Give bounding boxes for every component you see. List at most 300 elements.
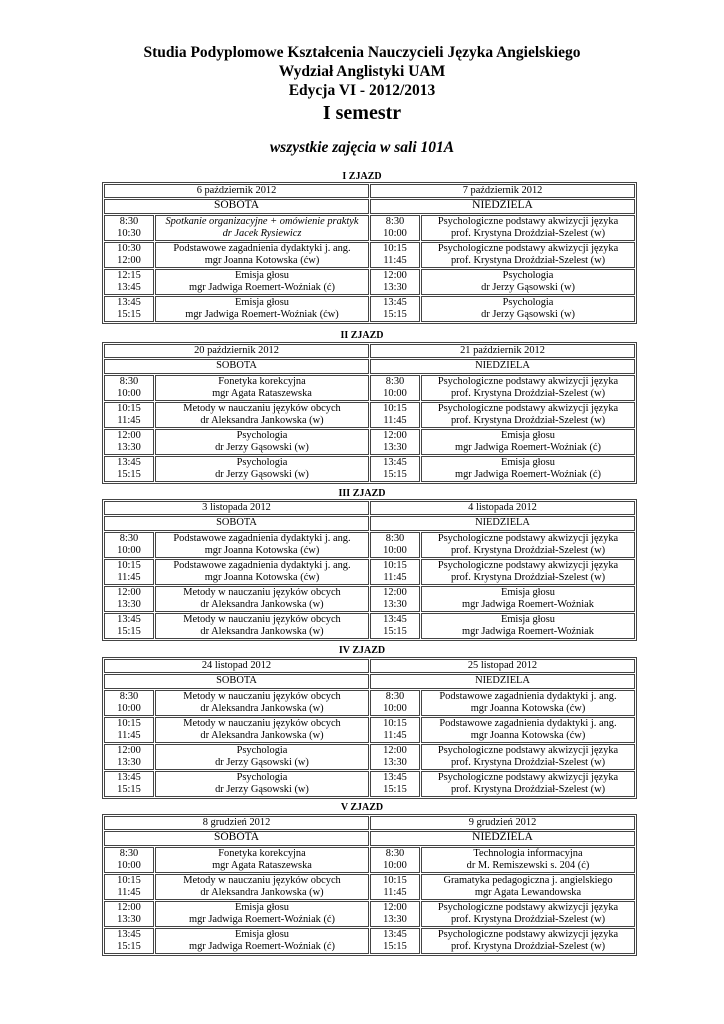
saturday-date: 6 październik 2012: [104, 184, 369, 198]
teacher-name: mgr Agata Lewandowska: [474, 886, 582, 898]
teacher-name: prof. Krystyna Droździał-Szelest (w): [450, 756, 606, 768]
saturday-time: [104, 744, 154, 770]
subject-name: Metody w nauczaniu języków obcych: [183, 403, 341, 414]
start-time: 12:00: [383, 430, 407, 441]
end-time: 15:15: [383, 308, 407, 320]
subject-name: Emisja głosu: [501, 430, 555, 441]
sunday-class: [421, 717, 635, 743]
start-time: 8:30: [119, 691, 139, 702]
teacher-name: prof. Krystyna Droździał-Szelest (w): [450, 940, 606, 952]
start-time: 12:15: [117, 270, 141, 281]
table-row: [104, 613, 635, 639]
subject-name: Psychologia: [236, 745, 288, 756]
subject-name: Emisja głosu: [235, 270, 289, 281]
table-row: [104, 375, 635, 401]
start-time: 13:45: [383, 929, 407, 940]
teacher-name: mgr Jadwiga Roemert-Woźniak (ć): [454, 441, 602, 453]
teacher-name: mgr Joanna Kotowska (ćw): [470, 702, 586, 714]
saturday-class: [155, 928, 369, 954]
day-row: [104, 516, 635, 531]
table-row: [104, 771, 635, 797]
sunday-class: [421, 847, 635, 873]
sunday-date: 4 listopada 2012: [370, 501, 635, 515]
sunday-time: [370, 559, 420, 585]
teacher-name: mgr Joanna Kotowska (ćw): [470, 729, 586, 741]
subject-name: Podstawowe zagadnienia dydaktyki j. ang.: [173, 533, 351, 544]
subject-name: Fonetyka korekcyjna: [218, 376, 306, 387]
saturday-class: [155, 456, 369, 482]
start-time: 8:30: [119, 533, 139, 544]
table-row: [104, 269, 635, 295]
sunday-class: [421, 690, 635, 716]
table-row: [104, 717, 635, 743]
saturday-date: 20 październik 2012: [104, 344, 369, 358]
start-time: 12:00: [383, 270, 407, 281]
saturday-time: [104, 215, 154, 241]
date-row: [104, 659, 635, 673]
teacher-name: mgr Agata Rataszewska: [212, 859, 312, 871]
saturday-time: [104, 242, 154, 268]
subject-name: Psychologia: [236, 430, 288, 441]
saturday-class: [155, 771, 369, 797]
subject-name: Podstawowe zagadnienia dydaktyki j. ang.: [439, 691, 617, 702]
sunday-label: NIEDZIELA: [370, 674, 635, 689]
sunday-time: [370, 402, 420, 428]
saturday-class: [155, 402, 369, 428]
sunday-time: [370, 744, 420, 770]
teacher-name: mgr Jadwiga Roemert-Woźniak: [462, 625, 594, 637]
saturday-time: [104, 717, 154, 743]
start-time: 10:30: [117, 243, 141, 254]
teacher-name: dr Aleksandra Jankowska (w): [200, 414, 324, 426]
end-time: 15:15: [117, 940, 141, 952]
end-time: 15:15: [117, 625, 141, 637]
teacher-name: prof. Krystyna Droździał-Szelest (w): [450, 783, 606, 795]
start-time: 10:15: [117, 875, 141, 886]
saturday-time: [104, 874, 154, 900]
subject-name: Metody w nauczaniu języków obcych: [183, 718, 341, 729]
sunday-class: [421, 613, 635, 639]
start-time: 10:15: [383, 718, 407, 729]
saturday-time: [104, 559, 154, 585]
subject-name: Emisja głosu: [501, 587, 555, 598]
subject-name: Psychologiczne podstawy akwizycji języka: [437, 243, 619, 254]
saturday-time: [104, 771, 154, 797]
table-row: [104, 586, 635, 612]
start-time: 10:15: [383, 243, 407, 254]
sunday-time: [370, 456, 420, 482]
date-row: [104, 816, 635, 830]
saturday-time: [104, 429, 154, 455]
room-note: wszystkie zajęcia w sali 101A: [269, 139, 455, 156]
subject-name: Metody w nauczaniu języków obcych: [183, 614, 341, 625]
saturday-class: [155, 269, 369, 295]
sunday-class: [421, 559, 635, 585]
subject-name: Psychologiczne podstawy akwizycji języka: [437, 533, 619, 544]
sunday-class: [421, 928, 635, 954]
end-time: 10:00: [383, 859, 407, 871]
sunday-class: [421, 532, 635, 558]
saturday-time: [104, 901, 154, 927]
table-row: [104, 847, 635, 873]
saturday-label: SOBOTA: [104, 674, 369, 689]
sunday-label: NIEDZIELA: [370, 516, 635, 531]
end-time: 13:30: [383, 598, 407, 610]
teacher-name: dr Aleksandra Jankowska (w): [200, 598, 324, 610]
teacher-name: mgr Jadwiga Roemert-Woźniak (ć): [454, 468, 602, 480]
saturday-date: 8 grudzień 2012: [104, 816, 369, 830]
saturday-time: [104, 586, 154, 612]
start-time: 8:30: [385, 533, 405, 544]
saturday-class: [155, 586, 369, 612]
saturday-class: [155, 375, 369, 401]
start-time: 12:00: [117, 902, 141, 913]
subject-name: Psychologia: [236, 457, 288, 468]
end-time: 12:00: [117, 254, 141, 266]
day-row: [104, 831, 635, 846]
teacher-name: mgr Jadwiga Roemert-Woźniak (ć): [188, 913, 336, 925]
start-time: 13:45: [383, 297, 407, 308]
start-time: 13:45: [383, 614, 407, 625]
start-time: 12:00: [383, 587, 407, 598]
subject-name: Emisja głosu: [501, 614, 555, 625]
table-row: [104, 242, 635, 268]
start-time: 13:45: [117, 297, 141, 308]
subject-name: Psychologiczne podstawy akwizycji języka: [437, 745, 619, 756]
end-time: 10:00: [383, 227, 407, 239]
sunday-class: [421, 874, 635, 900]
teacher-name: prof. Krystyna Droździał-Szelest (w): [450, 387, 606, 399]
sunday-label: NIEDZIELA: [370, 359, 635, 374]
sunday-date: 9 grudzień 2012: [370, 816, 635, 830]
teacher-name: dr Jerzy Gąsowski (w): [481, 281, 575, 293]
saturday-time: [104, 690, 154, 716]
table-row: [104, 429, 635, 455]
end-time: 15:15: [383, 783, 407, 795]
zjazd-label: I ZJAZD: [342, 171, 382, 182]
teacher-name: prof. Krystyna Droździał-Szelest (w): [450, 414, 606, 426]
start-time: 8:30: [385, 691, 405, 702]
sunday-time: [370, 717, 420, 743]
zjazd-label: V ZJAZD: [340, 802, 384, 813]
start-time: 13:45: [383, 772, 407, 783]
sunday-time: [370, 613, 420, 639]
subject-name: Metody w nauczaniu języków obcych: [183, 587, 341, 598]
subject-name: Metody w nauczaniu języków obcych: [183, 691, 341, 702]
teacher-name: dr Jerzy Gąsowski (w): [215, 783, 309, 795]
end-time: 11:45: [383, 414, 407, 426]
subject-name: Psychologiczne podstawy akwizycji języka: [437, 772, 619, 783]
saturday-time: [104, 532, 154, 558]
teacher-name: dr Aleksandra Jankowska (w): [200, 625, 324, 637]
table-row: [104, 874, 635, 900]
sunday-class: [421, 402, 635, 428]
zjazd-schedule-table: [102, 657, 637, 799]
teacher-name: dr Aleksandra Jankowska (w): [200, 702, 324, 714]
zjazd-label: II ZJAZD: [340, 330, 384, 341]
sunday-time: [370, 269, 420, 295]
subject-name: Spotkanie organizacyjne + omówienie praktyk: [165, 216, 359, 227]
sunday-date: 21 październik 2012: [370, 344, 635, 358]
end-time: 13:30: [117, 913, 141, 925]
saturday-class: [155, 874, 369, 900]
saturday-label: SOBOTA: [104, 199, 369, 214]
sunday-time: [370, 215, 420, 241]
sunday-class: [421, 744, 635, 770]
start-time: 12:00: [117, 745, 141, 756]
start-time: 8:30: [385, 216, 405, 227]
subject-name: Metody w nauczaniu języków obcych: [183, 875, 341, 886]
end-time: 10:00: [117, 702, 141, 714]
start-time: 10:15: [117, 718, 141, 729]
end-time: 10:00: [383, 387, 407, 399]
zjazd-schedule-table: [102, 342, 637, 484]
subject-name: Psychologia: [502, 297, 554, 308]
saturday-class: [155, 429, 369, 455]
end-time: 13:30: [383, 913, 407, 925]
sunday-class: [421, 215, 635, 241]
start-time: 8:30: [385, 376, 405, 387]
end-time: 13:30: [383, 441, 407, 453]
table-row: [104, 744, 635, 770]
sunday-time: [370, 586, 420, 612]
teacher-name: dr Jerzy Gąsowski (w): [481, 308, 575, 320]
table-row: [104, 296, 635, 322]
end-time: 15:15: [117, 468, 141, 480]
subject-name: Gramatyka pedagogiczna j. angielskiego: [443, 875, 613, 886]
date-row: [104, 344, 635, 358]
teacher-name: dr Jacek Rysiewicz: [222, 227, 302, 239]
zjazd-schedule-table: [102, 499, 637, 641]
start-time: 10:15: [117, 403, 141, 414]
teacher-name: mgr Jadwiga Roemert-Woźniak (ćw): [185, 308, 339, 320]
end-time: 11:45: [383, 571, 407, 583]
saturday-class: [155, 242, 369, 268]
subject-name: Psychologiczne podstawy akwizycji języka: [437, 216, 619, 227]
saturday-time: [104, 847, 154, 873]
end-time: 13:30: [117, 441, 141, 453]
sunday-time: [370, 690, 420, 716]
saturday-class: [155, 744, 369, 770]
end-time: 15:15: [117, 308, 141, 320]
teacher-name: dr Jerzy Gąsowski (w): [215, 756, 309, 768]
start-time: 13:45: [117, 772, 141, 783]
end-time: 11:45: [383, 886, 407, 898]
semester-title: I semestr: [322, 102, 402, 124]
sunday-date: 7 październik 2012: [370, 184, 635, 198]
sunday-class: [421, 456, 635, 482]
subject-name: Podstawowe zagadnienia dydaktyki j. ang.: [173, 560, 351, 571]
table-row: [104, 559, 635, 585]
sunday-time: [370, 429, 420, 455]
subject-name: Emisja głosu: [501, 457, 555, 468]
end-time: 13:30: [383, 756, 407, 768]
subject-name: Emisja głosu: [235, 902, 289, 913]
date-row: [104, 501, 635, 515]
zjazd-label: IV ZJAZD: [338, 645, 386, 656]
program-title: Studia Podyplomowe Kształcenia Nauczycieli Języka Angielskiego: [143, 44, 581, 61]
start-time: 13:45: [117, 614, 141, 625]
subject-name: Technologia informacyjna: [473, 848, 583, 859]
end-time: 10:30: [117, 227, 141, 239]
saturday-label: SOBOTA: [104, 516, 369, 531]
teacher-name: dr Jerzy Gąsowski (w): [215, 441, 309, 453]
end-time: 13:30: [117, 598, 141, 610]
start-time: 13:45: [117, 457, 141, 468]
subject-name: Psychologiczne podstawy akwizycji języka: [437, 403, 619, 414]
end-time: 11:45: [383, 254, 407, 266]
end-time: 11:45: [383, 729, 407, 741]
start-time: 13:45: [117, 929, 141, 940]
saturday-label: SOBOTA: [104, 359, 369, 374]
saturday-class: [155, 215, 369, 241]
start-time: 10:15: [383, 560, 407, 571]
table-row: [104, 901, 635, 927]
edition-label: Edycja VI - 2012/2013: [288, 82, 436, 99]
start-time: 12:00: [117, 430, 141, 441]
teacher-name: dr Jerzy Gąsowski (w): [215, 468, 309, 480]
start-time: 8:30: [119, 848, 139, 859]
end-time: 10:00: [117, 544, 141, 556]
sunday-class: [421, 269, 635, 295]
end-time: 13:45: [117, 281, 141, 293]
saturday-class: [155, 613, 369, 639]
teacher-name: mgr Jadwiga Roemert-Woźniak (ć): [188, 281, 336, 293]
saturday-time: [104, 375, 154, 401]
sunday-class: [421, 586, 635, 612]
teacher-name: prof. Krystyna Droździał-Szelest (w): [450, 227, 606, 239]
subject-name: Psychologia: [502, 270, 554, 281]
end-time: 11:45: [117, 729, 141, 741]
teacher-name: prof. Krystyna Droździał-Szelest (w): [450, 571, 606, 583]
end-time: 10:00: [383, 544, 407, 556]
end-time: 13:30: [117, 756, 141, 768]
day-row: [104, 359, 635, 374]
teacher-name: mgr Jadwiga Roemert-Woźniak (ć): [188, 940, 336, 952]
start-time: 8:30: [385, 848, 405, 859]
saturday-date: 3 listopada 2012: [104, 501, 369, 515]
table-row: [104, 456, 635, 482]
saturday-class: [155, 559, 369, 585]
teacher-name: prof. Krystyna Droździał-Szelest (w): [450, 544, 606, 556]
saturday-time: [104, 928, 154, 954]
saturday-time: [104, 613, 154, 639]
sunday-label: NIEDZIELA: [370, 831, 635, 846]
teacher-name: mgr Joanna Kotowska (ćw): [204, 544, 320, 556]
sunday-time: [370, 375, 420, 401]
sunday-class: [421, 296, 635, 322]
end-time: 10:00: [117, 387, 141, 399]
start-time: 12:00: [383, 902, 407, 913]
sunday-class: [421, 901, 635, 927]
zjazd-schedule-table: [102, 182, 637, 324]
saturday-time: [104, 269, 154, 295]
start-time: 13:45: [383, 457, 407, 468]
teacher-name: dr M. Remiszewski s. 204 (ć): [466, 859, 590, 871]
end-time: 13:30: [383, 281, 407, 293]
end-time: 11:45: [117, 571, 141, 583]
sunday-label: NIEDZIELA: [370, 199, 635, 214]
start-time: 8:30: [119, 376, 139, 387]
saturday-class: [155, 690, 369, 716]
teacher-name: mgr Jadwiga Roemert-Woźniak: [462, 598, 594, 610]
table-row: [104, 215, 635, 241]
table-row: [104, 402, 635, 428]
end-time: 15:15: [383, 625, 407, 637]
teacher-name: dr Aleksandra Jankowska (w): [200, 886, 324, 898]
start-time: 8:30: [119, 216, 139, 227]
saturday-class: [155, 901, 369, 927]
end-time: 15:15: [383, 940, 407, 952]
table-row: [104, 532, 635, 558]
saturday-time: [104, 456, 154, 482]
saturday-class: [155, 717, 369, 743]
sunday-time: [370, 771, 420, 797]
sunday-time: [370, 296, 420, 322]
day-row: [104, 199, 635, 214]
teacher-name: mgr Agata Rataszewska: [212, 387, 312, 399]
table-row: [104, 690, 635, 716]
teacher-name: prof. Krystyna Droździał-Szelest (w): [450, 254, 606, 266]
subject-name: Psychologia: [236, 772, 288, 783]
sunday-class: [421, 771, 635, 797]
sunday-time: [370, 901, 420, 927]
start-time: 12:00: [383, 745, 407, 756]
saturday-time: [104, 296, 154, 322]
subject-name: Podstawowe zagadnienia dydaktyki j. ang.: [173, 243, 351, 254]
subject-name: Psychologiczne podstawy akwizycji języka: [437, 929, 619, 940]
saturday-date: 24 listopad 2012: [104, 659, 369, 673]
end-time: 11:45: [117, 886, 141, 898]
sunday-class: [421, 375, 635, 401]
sunday-time: [370, 874, 420, 900]
teacher-name: mgr Joanna Kotowska (ćw): [204, 571, 320, 583]
saturday-class: [155, 296, 369, 322]
end-time: 15:15: [383, 468, 407, 480]
subject-name: Emisja głosu: [235, 929, 289, 940]
day-row: [104, 674, 635, 689]
end-time: 11:45: [117, 414, 141, 426]
teacher-name: prof. Krystyna Droździał-Szelest (w): [450, 913, 606, 925]
sunday-class: [421, 429, 635, 455]
start-time: 12:00: [117, 587, 141, 598]
start-time: 10:15: [117, 560, 141, 571]
sunday-time: [370, 847, 420, 873]
start-time: 10:15: [383, 403, 407, 414]
faculty-name: Wydział Anglistyki UAM: [278, 63, 446, 80]
subject-name: Podstawowe zagadnienia dydaktyki j. ang.: [439, 718, 617, 729]
end-time: 10:00: [117, 859, 141, 871]
sunday-time: [370, 532, 420, 558]
subject-name: Fonetyka korekcyjna: [218, 848, 306, 859]
end-time: 15:15: [117, 783, 141, 795]
sunday-time: [370, 928, 420, 954]
subject-name: Psychologiczne podstawy akwizycji języka: [437, 902, 619, 913]
subject-name: Psychologiczne podstawy akwizycji języka: [437, 376, 619, 387]
sunday-class: [421, 242, 635, 268]
subject-name: Psychologiczne podstawy akwizycji języka: [437, 560, 619, 571]
date-row: [104, 184, 635, 198]
table-row: [104, 928, 635, 954]
saturday-label: SOBOTA: [104, 831, 369, 846]
subject-name: Emisja głosu: [235, 297, 289, 308]
teacher-name: dr Aleksandra Jankowska (w): [200, 729, 324, 741]
start-time: 10:15: [383, 875, 407, 886]
zjazd-schedule-table: [102, 814, 637, 956]
sunday-date: 25 listopad 2012: [370, 659, 635, 673]
saturday-class: [155, 847, 369, 873]
teacher-name: mgr Joanna Kotowska (ćw): [204, 254, 320, 266]
